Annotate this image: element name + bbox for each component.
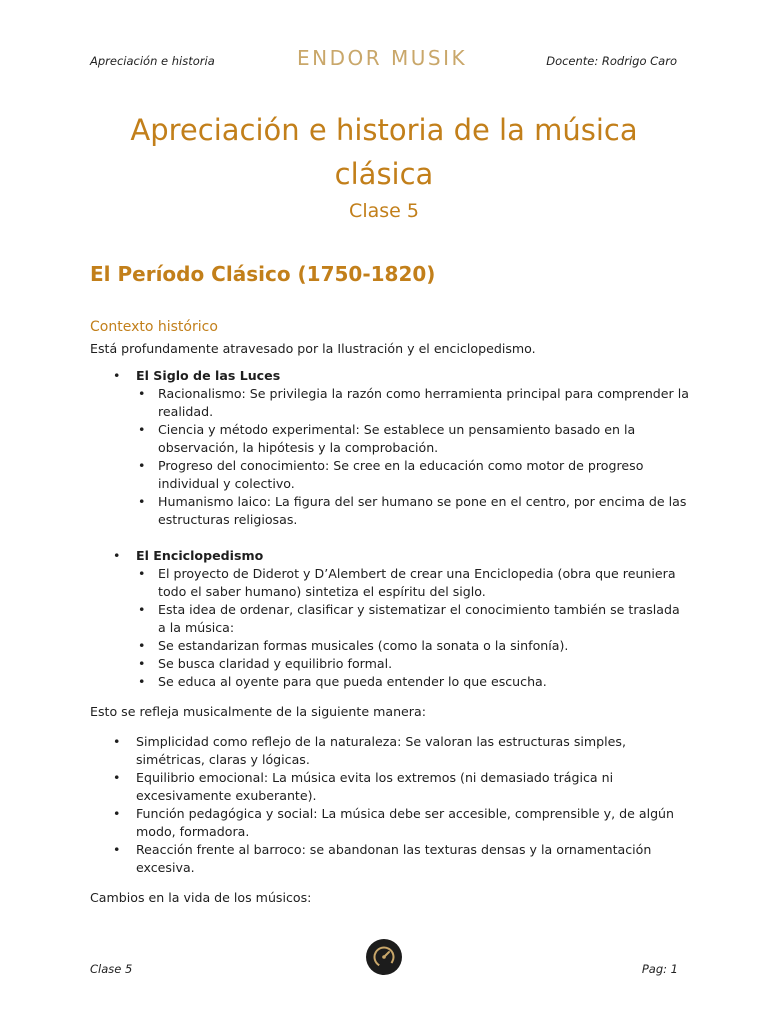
reflection-intro: Esto se refleja musicalmente de la siguiente manera: [90,704,426,719]
list-item: • Ciencia y método experimental: Se establece un pensamiento basado en la observación, la hipótesis y la comprobación. [158,421,690,457]
group-title: El Enciclopedismo [136,548,264,563]
gauge-icon [366,939,402,975]
topics-list [136,367,690,691]
brand-badge-icon [366,939,402,975]
footer-page-number: Pag: 1 [641,962,678,976]
list-item: • Se estandarizan formas musicales (como la sonata o la sinfonía). [158,637,690,655]
list-item: • Reacción frente al barroco: se abandonan las texturas densas y la ornamentación excesiva. [136,841,690,877]
subsection-heading: Contexto histórico [90,319,218,335]
document-title: Apreciación e historia de la música clásica [130,113,638,191]
list-item: • Humanismo laico: La figura del ser humano se pone en el centro, por encima de las estructuras religiosas. [158,493,690,529]
sub-list [158,565,690,691]
footer-class: Clase 5 [90,962,133,976]
list-item: • Se educa al oyente para que pueda entender lo que escucha. [158,673,690,691]
document-body [90,340,690,907]
list-item: • Esta idea de ordenar, clasificar y sistematizar el conocimiento también se traslada a la música: [158,601,690,637]
document-subtitle: Clase 5 [349,200,419,222]
list-item: • El proyecto de Diderot y D’Alembert de crear una Enciclopedia (obra que reuniera todo el saber humano) sintetiza el espíritu del siglo. [158,565,690,601]
list-item: • Progreso del conocimiento: Se cree en la educación como motor de progreso individual y colectivo. [158,457,690,493]
header-course-name: Apreciación e historia [90,54,215,68]
list-item: • Se busca claridad y equilibrio formal. [158,655,690,673]
page-header [90,46,677,71]
reflection-list [136,733,690,877]
list-item: • Simplicidad como reflejo de la naturaleza: Se valoran las estructuras simples, simétricas, claras y lógicas. [136,733,690,769]
list-item: • Equilibrio emocional: La música evita los extremos (ni demasiado trágica ni excesivamente exuberante). [136,769,690,805]
brand-logo-text: ENDOR MUSIK [297,46,468,70]
list-item [136,547,690,691]
list-item: • Función pedagógica y social: La música debe ser accesible, comprensible y, de algún modo, formadora. [136,805,690,841]
closing-paragraph: Cambios en la vida de los músicos: [90,890,312,905]
list-item [136,367,690,529]
intro-paragraph: Está profundamente atravesado por la Ilustración y el enciclopedismo. [90,341,536,356]
header-teacher: Docente: Rodrigo Caro [546,54,677,68]
sub-list [158,385,690,529]
group-title: El Siglo de las Luces [136,368,281,383]
section-heading: El Período Clásico (1750-1820) [90,262,436,286]
list-item: • Racionalismo: Se privilegia la razón como herramienta principal para comprender la realidad. [158,385,690,421]
